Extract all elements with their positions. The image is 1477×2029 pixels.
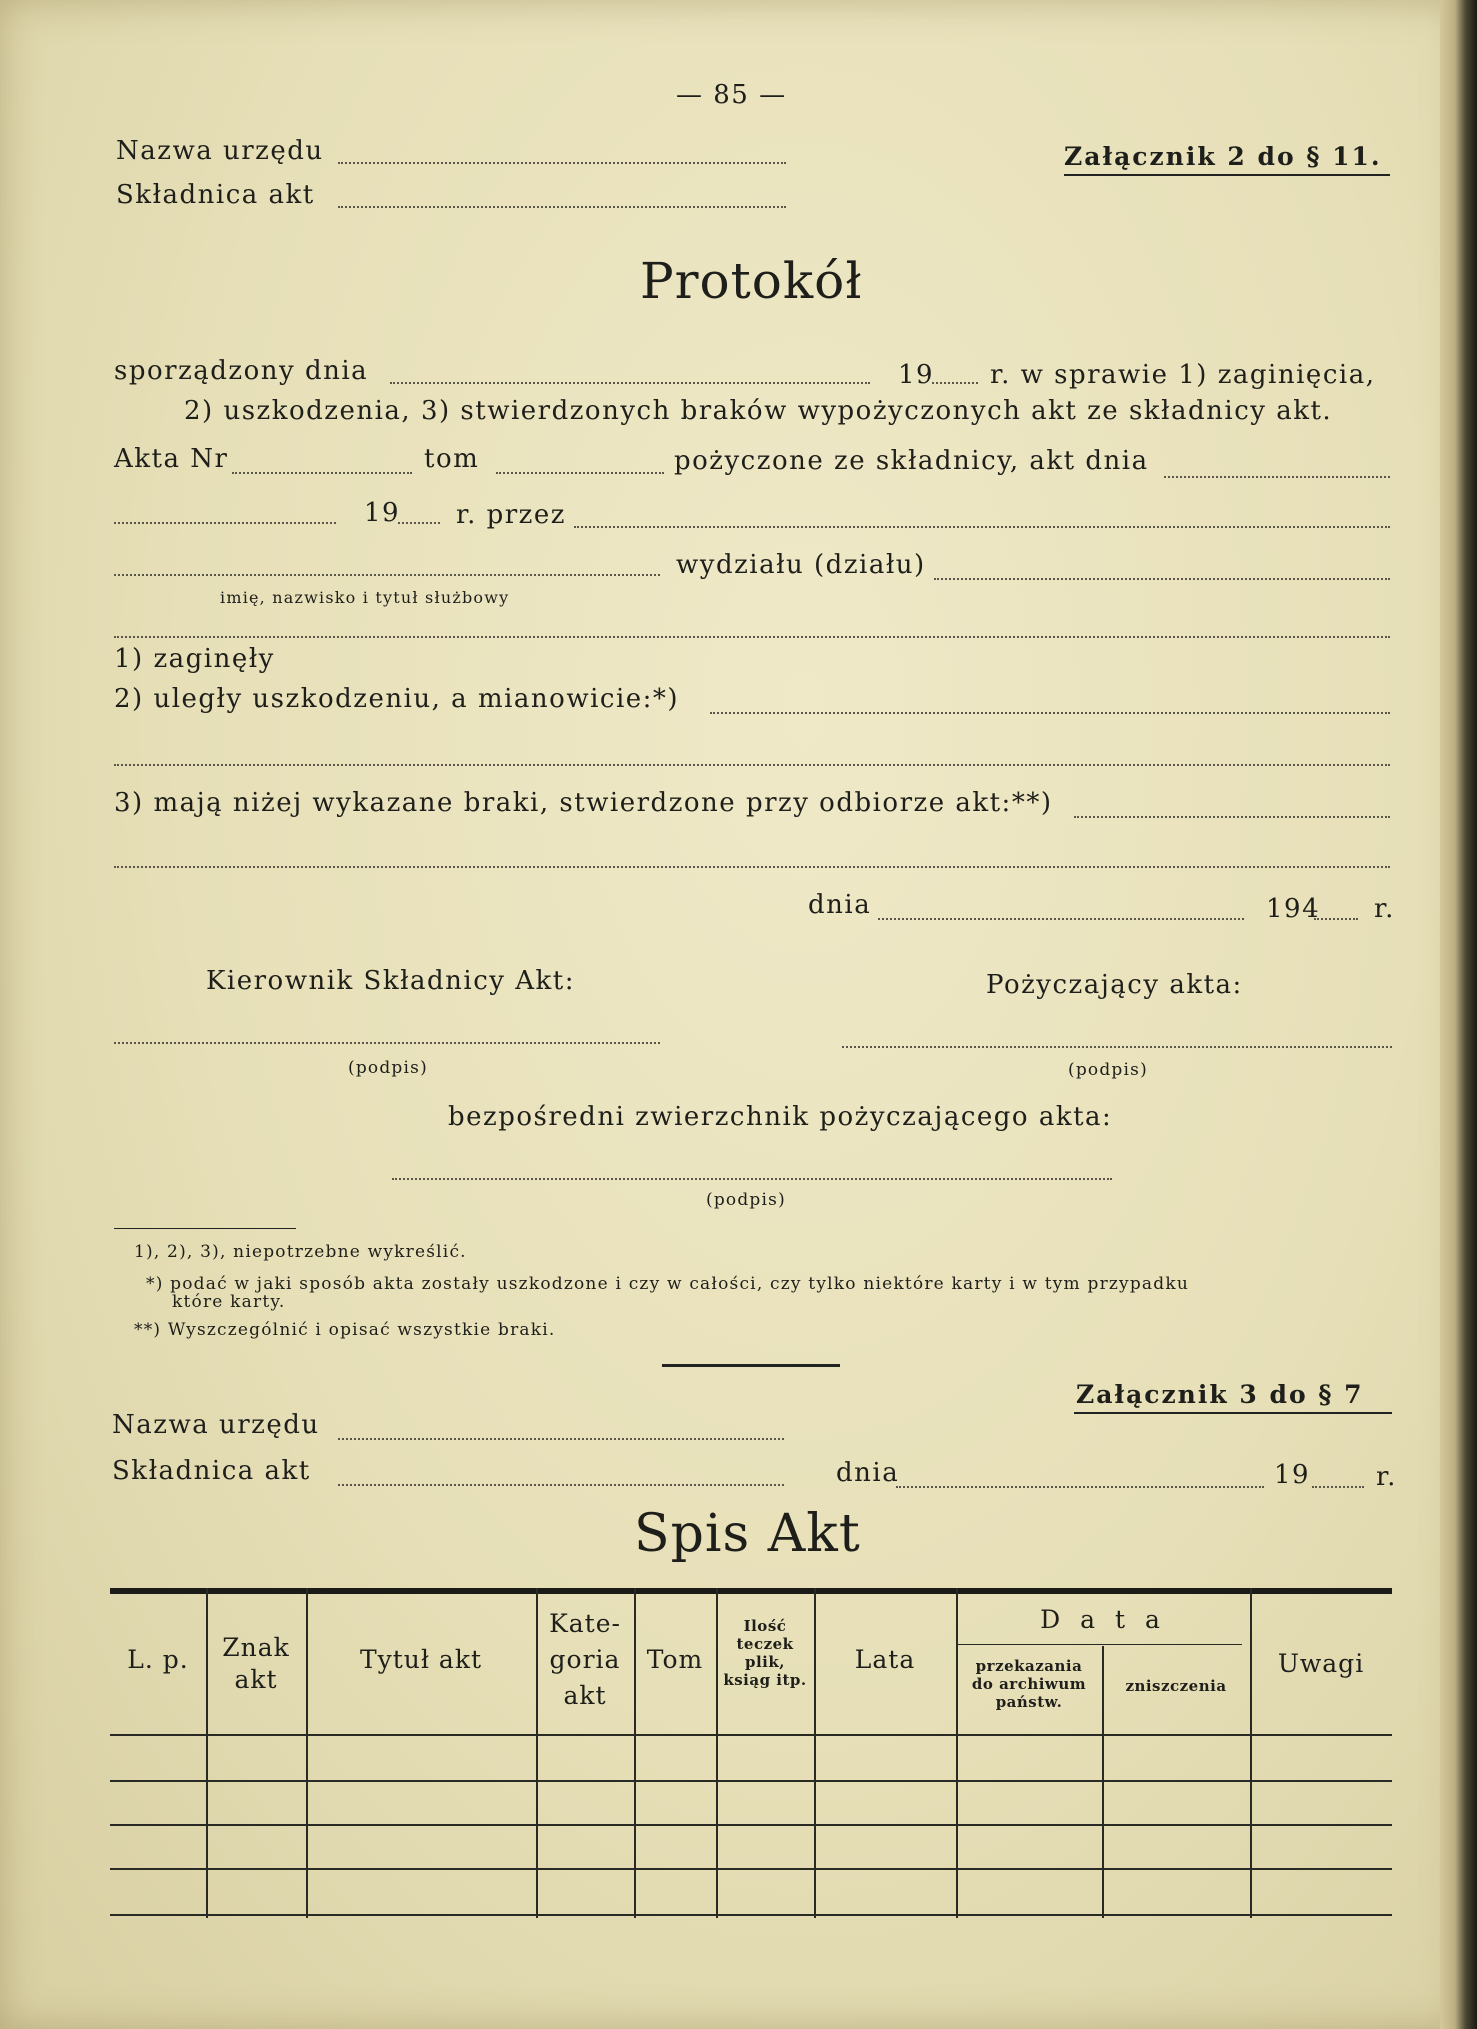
col-header-lata: Lata: [854, 1645, 916, 1674]
table-header-bottom: [110, 1734, 1392, 1736]
col-header-data: D a t a: [1040, 1605, 1166, 1634]
r-label: r.: [1374, 894, 1395, 924]
name-caption: imię, nazwisko i tytuł służbowy: [220, 588, 510, 607]
head-label: Kierownik Składnicy Akt:: [206, 966, 575, 996]
attachment-label: Załącznik 2 do § 11.: [1064, 142, 1382, 171]
col-divider-6: [814, 1588, 816, 1918]
drawn-up-label: sporządzony dnia: [114, 356, 369, 386]
page-title: Protokół: [640, 252, 863, 310]
by-line: [574, 526, 1390, 528]
footnote-separator: [114, 1228, 296, 1229]
col-header-kat-1: Kate-: [549, 1609, 621, 1638]
supervisor-label: bezpośredni zwierzchnik pożyczającego akta:: [448, 1102, 1113, 1132]
col-divider-9: [1250, 1588, 1252, 1918]
col-header-lp: L. p.: [127, 1645, 189, 1674]
table-top-rule: [110, 1588, 1392, 1594]
files-no-label: Akta Nr: [114, 444, 229, 474]
col-header-znak-1: Znak: [222, 1633, 290, 1662]
attachment-label-2: Załącznik 3 do § 7: [1076, 1380, 1364, 1409]
archive-line-2: [338, 1484, 784, 1486]
table-row-line-2: [110, 1824, 1392, 1826]
volume-label: tom: [424, 444, 480, 474]
col-header-ilosc-4: ksiąg itp.: [723, 1671, 807, 1689]
matter-line-2: 2) uszkodzenia, 3) stwierdzonych braków wypożyczonych akt ze składnicy akt.: [184, 396, 1333, 426]
archive-label: Składnica akt: [116, 180, 315, 210]
blank-line-3: [114, 866, 1390, 868]
supervisor-signature-caption: (podpis): [706, 1190, 786, 1210]
borrowed-label: pożyczone ze składnicy, akt dnia: [674, 446, 1149, 476]
damaged-line: [710, 712, 1390, 714]
col-header-przek-1: przekazania: [975, 1657, 1083, 1675]
col-header-ilosc-2: teczek: [736, 1635, 794, 1653]
r-label-2: r.: [1376, 1462, 1397, 1492]
day-label-2: dnia: [836, 1458, 900, 1488]
volume-line: [496, 472, 664, 474]
matter-label: r. w sprawie 1) zaginięcia,: [990, 360, 1376, 390]
col-header-ilosc-1: Ilość: [743, 1617, 787, 1635]
col-header-kat-3: akt: [563, 1681, 607, 1710]
attachment-underline-2: [1074, 1412, 1392, 1414]
col-divider-4: [634, 1588, 636, 1918]
section-separator: [662, 1364, 840, 1367]
supervisor-signature-line: [392, 1178, 1112, 1180]
borrowed-date-line-2: [114, 522, 336, 524]
table-row-line-4: [110, 1914, 1392, 1916]
attachment-underline: [1064, 174, 1390, 176]
archive-label-2: Składnica akt: [112, 1456, 311, 1486]
year-line-2: [398, 522, 440, 524]
col-header-tom: Tom: [646, 1645, 704, 1674]
year-prefix: 19: [898, 360, 935, 390]
item-lost: 1) zaginęły: [114, 644, 275, 674]
department-label: wydziału (działu): [676, 550, 926, 580]
col-header-przek-3: państw.: [995, 1693, 1063, 1711]
borrower-signature-line: [842, 1046, 1392, 1048]
borrowed-date-line: [1164, 476, 1390, 478]
head-signature-line: [114, 1042, 660, 1044]
year-prefix-2: 19: [364, 498, 401, 528]
col-divider-7: [956, 1588, 958, 1918]
head-signature-caption: (podpis): [348, 1058, 428, 1078]
day-line: [878, 918, 1244, 920]
year-prefix-194: 194: [1266, 894, 1321, 924]
footnote-2b: które karty.: [172, 1292, 286, 1312]
col-header-ilosc-3: plik,: [745, 1653, 785, 1671]
files-no-line: [232, 472, 412, 474]
day-line-2: [896, 1486, 1264, 1488]
col-header-zniszczenia: zniszczenia: [1125, 1677, 1227, 1695]
footnote-3: **) Wyszczególnić i opisać wszystkie braki.: [134, 1320, 556, 1340]
department-line: [934, 578, 1390, 580]
col-header-znak-2: akt: [234, 1665, 278, 1694]
by-label: r. przez: [456, 500, 566, 530]
office-name-label: Nazwa urzędu: [116, 136, 324, 166]
files-table: [110, 1588, 1392, 1918]
col-header-tytul: Tytuł akt: [359, 1645, 483, 1674]
office-name-label-2: Nazwa urzędu: [112, 1410, 320, 1440]
day-label: dnia: [808, 890, 872, 920]
list-title: Spis Akt: [634, 1504, 861, 1564]
item-missing: 3) mają niżej wykazane braki, stwierdzone przy odbiorze akt:**): [114, 788, 1053, 818]
blank-line-2: [114, 764, 1390, 766]
col-divider-2: [306, 1588, 308, 1918]
year-line: [932, 382, 978, 384]
table-row-line-3: [110, 1868, 1392, 1870]
office-name-line-2: [338, 1438, 784, 1440]
page-edge: [1440, 0, 1477, 2029]
data-subheader-line: [958, 1644, 1242, 1645]
col-header-przek-2: do archiwum: [971, 1675, 1087, 1693]
year-line-194: [1314, 918, 1358, 920]
col-header-uwagi: Uwagi: [1277, 1649, 1365, 1678]
borrower-signature-caption: (podpis): [1068, 1060, 1148, 1080]
footnote-2a: *) podać w jaki sposób akta zostały uszkodzone i czy w całości, czy tylko niektóre karty i w tym przypadku: [146, 1274, 1189, 1294]
year-prefix-3: 19: [1274, 1460, 1311, 1490]
table-row-line-1: [110, 1780, 1392, 1782]
date-line: [390, 382, 870, 384]
blank-line-1: [114, 636, 1390, 638]
missing-line: [1074, 816, 1390, 818]
year-line-3: [1312, 1486, 1364, 1488]
col-header-kat-2: goria: [549, 1645, 621, 1674]
page-number: — 85 —: [676, 80, 787, 110]
office-name-line: [338, 162, 786, 164]
borrower-label: Pożyczający akta:: [986, 970, 1243, 1000]
item-damaged: 2) uległy uszkodzeniu, a mianowicie:*): [114, 684, 680, 714]
name-line: [114, 574, 660, 576]
footnote-1: 1), 2), 3), niepotrzebne wykreślić.: [134, 1242, 467, 1262]
archive-line: [338, 206, 786, 208]
